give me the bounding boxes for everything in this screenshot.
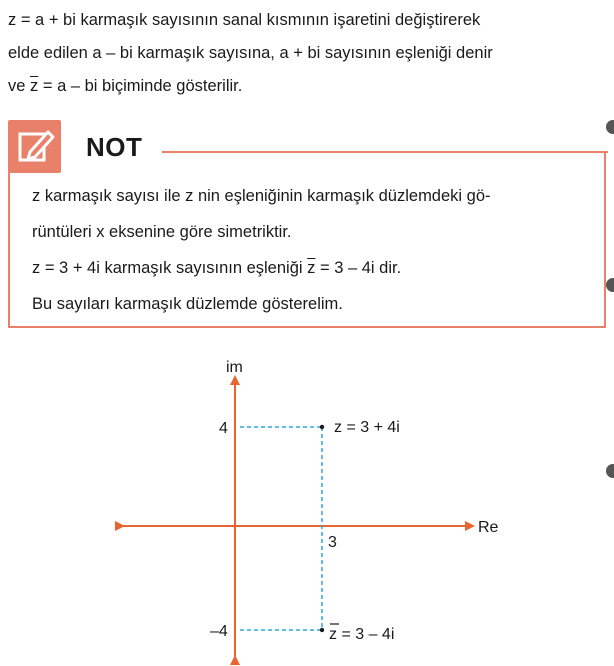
x-tick: 3 <box>328 534 337 551</box>
note-line-2: rüntüleri x eksenine göre simetriktir. <box>32 223 292 241</box>
conjugate-z: $\overline{z}$ <box>307 259 316 277</box>
point-z-conjugate-rest: = 3 – 4i <box>337 626 395 643</box>
note-title: NOT <box>86 132 143 162</box>
point-z-label: z = 3 + 4i <box>334 419 400 436</box>
intro-line-1: z = a + bi karmaşık sayısının sanal kısmının işaretini değiştirerek <box>8 11 481 29</box>
conjugate-z: z <box>329 626 337 643</box>
note-line-3-pre: z = 3 + 4i karmaşık sayısının eşleniği <box>32 259 308 277</box>
note-line-1: z karmaşık sayısı ile z nin eşleniğinin karmaşık düzlemdeki gö- <box>32 187 491 205</box>
intro-line-3-post: = a – bi biçiminde gösterilir. <box>38 77 243 95</box>
x-axis-label: Re <box>478 519 499 536</box>
conjugate-z: $\overline{z}$ <box>30 77 39 95</box>
point-z-conjugate <box>320 628 324 632</box>
intro-line-3-pre: ve <box>8 77 31 95</box>
point-z <box>320 425 324 429</box>
note-line-4: Bu sayıları karmaşık düzlemde gösterelim. <box>32 295 343 313</box>
y-tick-bottom: –4 <box>210 623 228 640</box>
note-line-3-post: = 3 – 4i dir. <box>315 259 402 277</box>
point-z-conjugate-label <box>329 626 394 643</box>
y-tick-top: 4 <box>219 420 228 437</box>
intro-line-2: elde edilen a – bi karmaşık sayısına, a + bi sayısının eşleniği denir <box>8 44 493 62</box>
y-axis-label: im <box>226 359 243 376</box>
